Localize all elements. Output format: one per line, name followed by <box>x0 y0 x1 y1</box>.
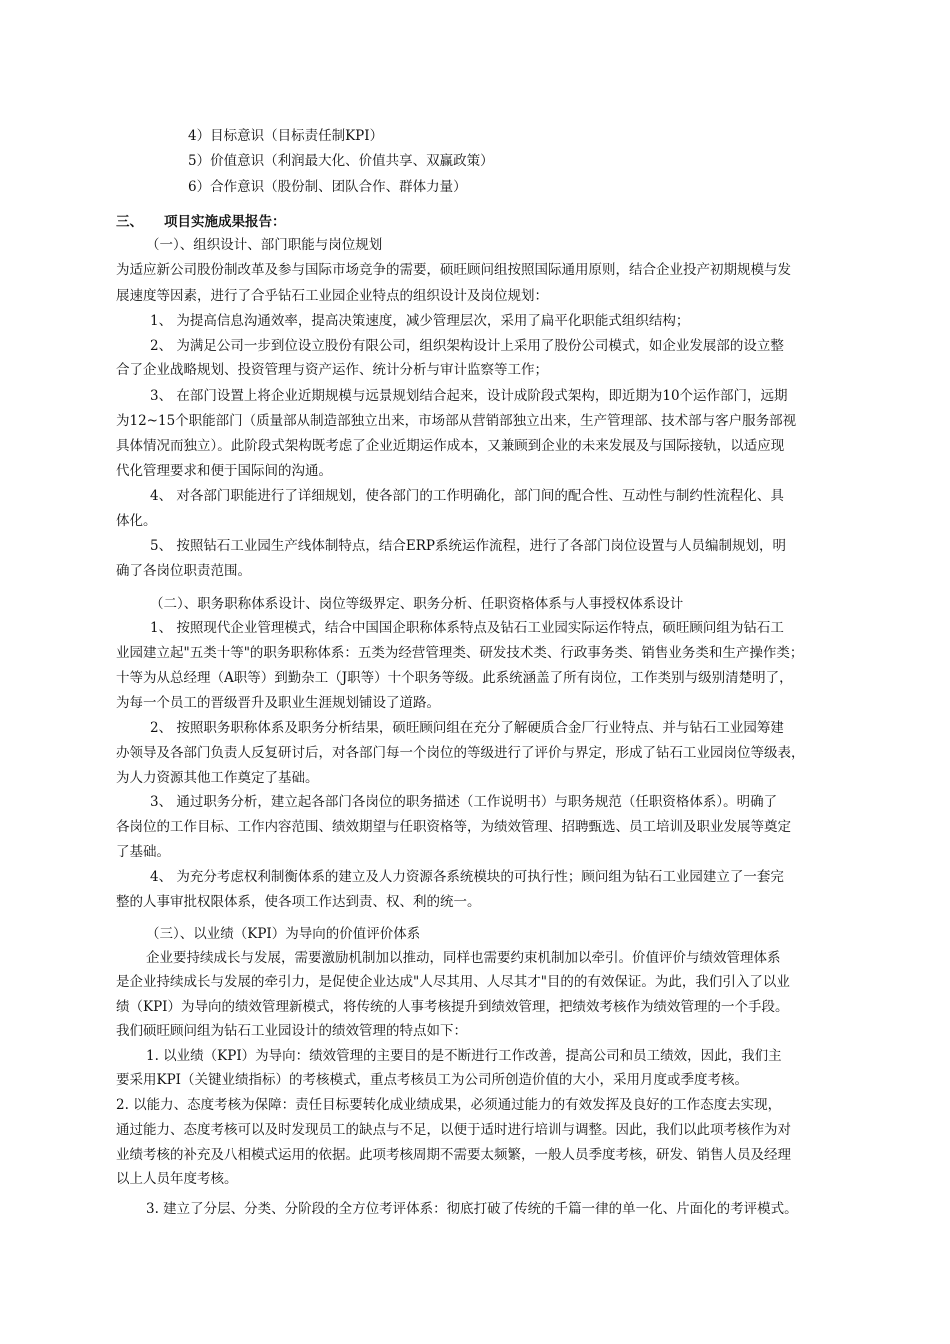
paragraph-line: 3、 通过职务分析，建立起各部门各岗位的职务描述（工作说明书）与职务规范（任职资格体系）。明确了 <box>150 794 778 810</box>
intro-list-item: 4）目标意识（目标责任制KPI） <box>188 128 384 144</box>
paragraph-line: 合了企业战略规划、投资管理与资产运作、统计分析与审计监察等工作； <box>116 362 548 378</box>
paragraph-line: 1、 为提高信息沟通效率，提高决策速度，减少管理层次，采用了扁平化职能式组织结构； <box>150 313 690 329</box>
paragraph-line: 1、 按照现代企业管理模式，结合中国国企职称体系特点及钻石工业园实际运作特点，硕旺顾问组为钻石工 <box>150 620 784 636</box>
paragraph-line: 业园建立起"五类十等"的职务职称体系：五类为经营管理类、研发技术类、行政事务类、销售业务类和生产操作类； <box>116 645 804 661</box>
paragraph-line: 通过能力、态度考核可以及时发现员工的缺点与不足，以便于适时进行培训与调整。因此，我们以此项考核作为对 <box>116 1122 791 1138</box>
paragraph-line: 5、 按照钻石工业园生产线体制特点，结合ERP系统运作流程，进行了各部门岗位设置与人员编制规划，明 <box>150 538 786 554</box>
paragraph-line: 1. 以业绩（KPI）为导向：绩效管理的主要目的是不断进行工作改善，提高公司和员工绩效，因此，我们主 <box>146 1048 782 1064</box>
section-number: 三、 <box>116 214 143 230</box>
paragraph-line: 整的人事审批权限体系，使各项工作达到责、权、利的统一。 <box>116 894 481 910</box>
paragraph-line: 2. 以能力、态度考核为保障：责任目标要转化成业绩成果，必须通过能力的有效发挥及良好的工作态度去实现， <box>116 1097 782 1113</box>
paragraph-line: 4、 对各部门职能进行了详细规划，使各部门的工作明确化，部门间的配合性、互动性与制约性流程化、具 <box>150 488 784 504</box>
paragraph-line: 确了各岗位职责范围。 <box>116 563 251 579</box>
paragraph-line: 体化。 <box>116 513 157 529</box>
paragraph-line: 绩（KPI）为导向的绩效管理新模式，将传统的人事考核提升到绩效管理，把绩效考核作为绩效管理的一个手段。 <box>116 999 789 1015</box>
paragraph-line: 3、 在部门设置上将企业近期规模与远景规划结合起来，设计成阶段式架构，即近期为10个运作部门，远期 <box>150 388 788 404</box>
paragraph-line: 2、 为满足公司一步到位设立股份有限公司，组织架构设计上采用了股份公司模式，如企业发展部的设立整 <box>150 338 784 354</box>
paragraph-line: 十等为从总经理（A职等）到勤杂工（J职等）十个职务等级。此系统涵盖了所有岗位，工作类别与级别清楚明了， <box>116 670 793 686</box>
paragraph-line: 要采用KPI（关键业绩指标）的考核模式，重点考核员工为公司所创造价值的大小，采用月度或季度考核。 <box>116 1072 749 1088</box>
paragraph-line: 了基础。 <box>116 844 170 860</box>
paragraph-line: 业绩考核的补充及八相模式运用的依据。此项考核周期不需要太频繁，一般人员季度考核，研发、销售人员及经理 <box>116 1147 791 1163</box>
paragraph-line: 代化管理要求和便于国际间的沟通。 <box>116 463 332 479</box>
paragraph-line: 企业要持续成长与发展，需要激励机制加以推动，同样也需要约束机制加以牵引。价值评价与绩效管理体系 <box>146 950 781 966</box>
paragraph-line: 以上人员年度考核。 <box>116 1171 238 1187</box>
paragraph-line: 是企业持续成长与发展的牵引力，是促使企业达成"人尽其用、人尽其才"目的的有效保证。为此，我们引入了以业 <box>116 974 790 990</box>
paragraph-line: 为12~15个职能部门（质量部从制造部独立出来，市场部从营销部独立出来，生产管理部、技术部与客户服务部视 <box>116 413 797 429</box>
paragraph-line: 3. 建立了分层、分类、分阶段的全方位考评体系：彻底打破了传统的千篇一律的单一化、片面化的考评模式。 <box>146 1201 798 1217</box>
intro-list-item: 6）合作意识（股份制、团队合作、群体力量） <box>188 179 467 195</box>
subsection-title: （二）、职务职称体系设计、岗位等级界定、职务分析、任职资格体系与人事授权体系设计 <box>150 596 684 612</box>
section-title: 项目实施成果报告： <box>164 214 286 230</box>
subsection-title: （一）、组织设计、部门职能与岗位规划 <box>146 237 383 253</box>
paragraph-line: 我们硕旺顾问组为钻石工业园设计的绩效管理的特点如下： <box>116 1023 467 1039</box>
paragraph-line: 各岗位的工作目标、工作内容范围、绩效期望与任职资格等，为绩效管理、招聘甄选、员工培训及职业发展等奠定 <box>116 819 791 835</box>
paragraph-line: 办领导及各部门负责人反复研讨后，对各部门每一个岗位的等级进行了评价与界定，形成了钻石工业园岗位等级表， <box>116 745 805 761</box>
paragraph-line: 为人力资源其他工作奠定了基础。 <box>116 770 319 786</box>
intro-list-item: 5）价值意识（利润最大化、价值共享、双赢政策） <box>188 153 494 169</box>
paragraph-line: 为每一个员工的晋级晋升及职业生涯规划铺设了道路。 <box>116 695 440 711</box>
paragraph-line: 展速度等因素，进行了合乎钻石工业园企业特点的组织设计及岗位规划： <box>116 288 548 304</box>
paragraph-line: 为适应新公司股份制改革及参与国际市场竞争的需要，硕旺顾问组按照国际通用原则，结合企业投产初期规模与发 <box>116 262 791 278</box>
paragraph-line: 2、 按照职务职称体系及职务分析结果，硕旺顾问组在充分了解硬质合金厂行业特点、并与钻石工业园筹建 <box>150 720 784 736</box>
paragraph-line: 具体情况而独立）。此阶段式架构既考虑了企业近期运作成本，又兼顾到企业的未来发展及与国际接轨，以适应现 <box>116 438 785 454</box>
paragraph-line: 4、 为充分考虑权利制衡体系的建立及人力资源各系统模块的可执行性；顾问组为钻石工业园建立了一套完 <box>150 869 784 885</box>
subsection-title: （三）、以业绩（KPI）为导向的价值评价体系 <box>146 926 421 942</box>
